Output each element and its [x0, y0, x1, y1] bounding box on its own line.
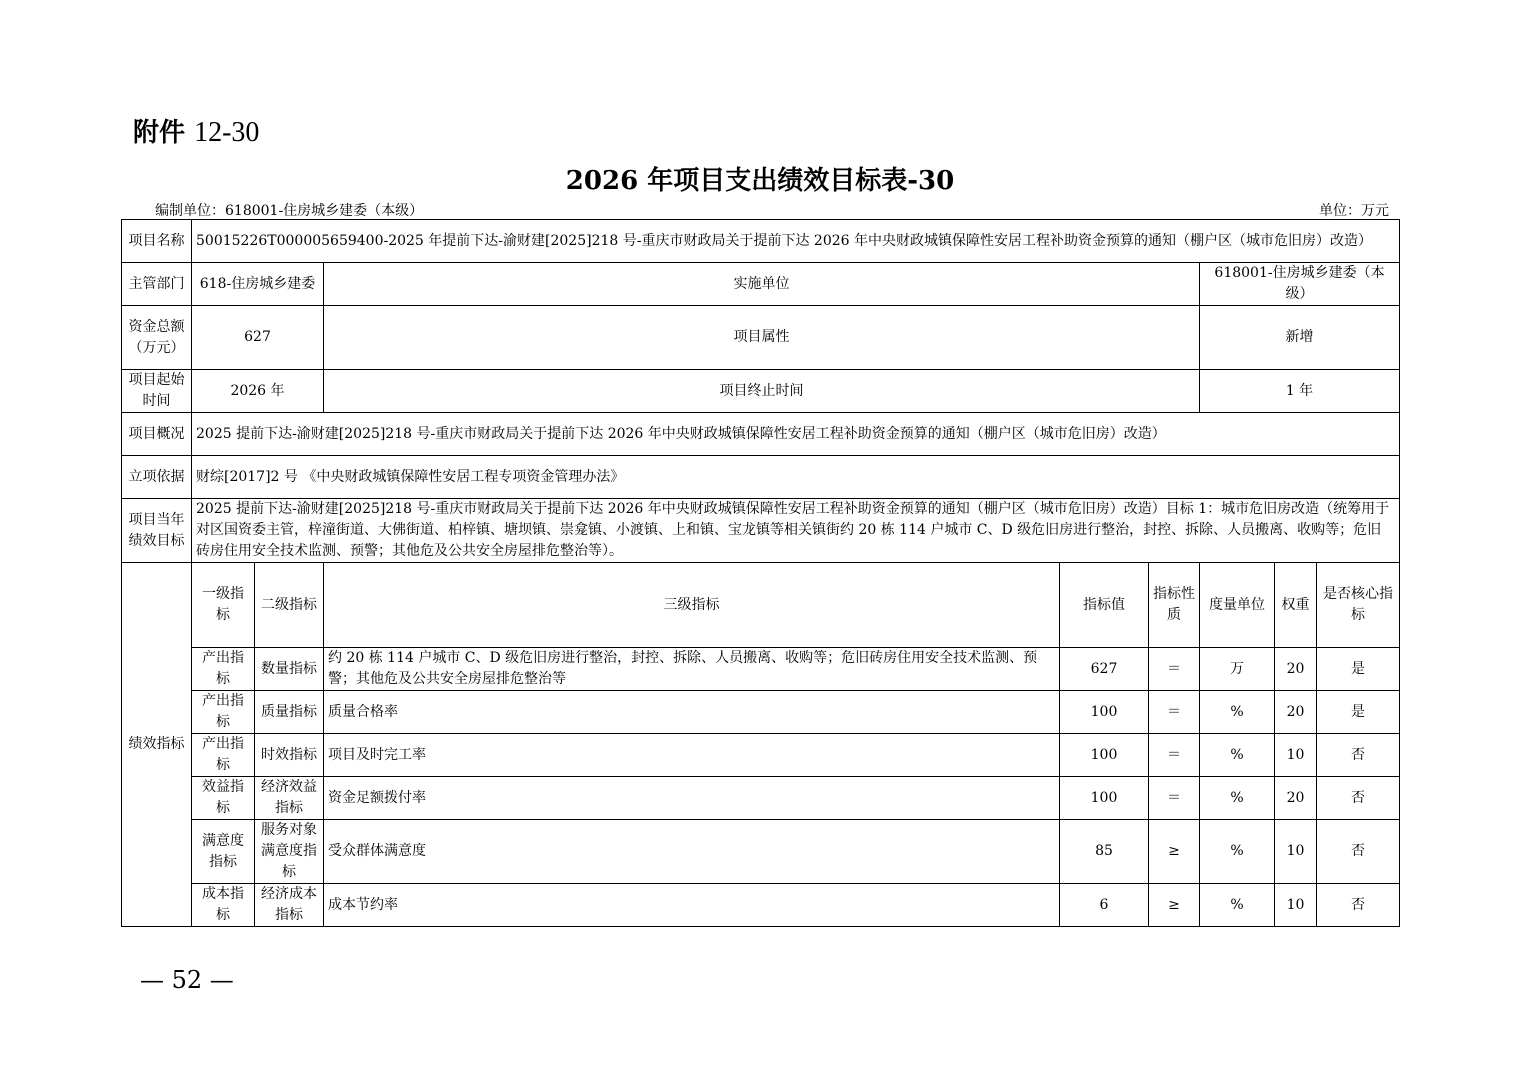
impl-unit-value: 618001-住房城乡建委（本级）: [1200, 263, 1400, 306]
header-value: 指标值: [1060, 563, 1149, 648]
header-weight: 权重: [1275, 563, 1317, 648]
overview-value: 2025 提前下达-渝财建[2025]218 号-重庆市财政局关于提前下达 2026 年中央财政城镇保障性安居工程补助资金预算的通知（棚户区（城市危旧房）改造）: [192, 413, 1400, 456]
indicator-row: [122, 884, 1400, 927]
indicator-core: 否: [1317, 820, 1400, 884]
indicator-nature: ＝: [1149, 691, 1200, 734]
indicator-level2: 服务对象满意度指标: [255, 820, 324, 884]
indicator-value: 6: [1060, 884, 1149, 927]
indicator-nature: ≥: [1149, 884, 1200, 927]
overview-label: 项目概况: [122, 413, 192, 456]
indicator-header-row: [122, 563, 1400, 648]
indicator-unit: %: [1200, 884, 1275, 927]
indicator-weight: 10: [1275, 820, 1317, 884]
indicator-core: 否: [1317, 734, 1400, 777]
indicator-row: [122, 734, 1400, 777]
indicator-unit: %: [1200, 777, 1275, 820]
supervisor-value: 618-住房城乡建委: [192, 263, 324, 306]
indicator-row: [122, 691, 1400, 734]
attr-value: 新增: [1200, 306, 1400, 370]
indicator-level3: 受众群体满意度: [324, 820, 1060, 884]
end-label: 项目终止时间: [324, 370, 1200, 413]
indicator-core: 否: [1317, 777, 1400, 820]
indicator-weight: 20: [1275, 648, 1317, 691]
indicator-nature: ＝: [1149, 734, 1200, 777]
indicator-value: 85: [1060, 820, 1149, 884]
indicator-weight: 10: [1275, 734, 1317, 777]
indicator-level3: 成本节约率: [324, 884, 1060, 927]
indicator-nature: ＝: [1149, 777, 1200, 820]
indicator-row: [122, 820, 1400, 884]
header-level2: 二级指标: [255, 563, 324, 648]
indicator-weight: 20: [1275, 777, 1317, 820]
indicator-row: [122, 777, 1400, 820]
indicator-level2: 时效指标: [255, 734, 324, 777]
indicator-level3: 资金足额拨付率: [324, 777, 1060, 820]
indicator-level1: 满意度指标: [192, 820, 255, 884]
indicator-core: 是: [1317, 691, 1400, 734]
indicator-weight: 20: [1275, 691, 1317, 734]
attachment-prefix: 附件: [133, 118, 186, 148]
indicator-level1: 产出指标: [192, 734, 255, 777]
indicator-level1: 成本指标: [192, 884, 255, 927]
header-core: 是否核心指标: [1317, 563, 1400, 648]
indicator-nature: ＝: [1149, 648, 1200, 691]
impl-unit-label: 实施单位: [324, 263, 1200, 306]
attr-label: 项目属性: [324, 306, 1200, 370]
row-fund: [122, 306, 1400, 370]
header-level3: 三级指标: [324, 563, 1060, 648]
indicator-level3: 项目及时完工率: [324, 734, 1060, 777]
indicator-unit: 万: [1200, 648, 1275, 691]
indicator-value: 627: [1060, 648, 1149, 691]
header-unit: 度量单位: [1200, 563, 1275, 648]
unit-note: 单位：万元: [1319, 203, 1389, 219]
fund-label: 资金总额（万元）: [122, 306, 192, 370]
indicator-level2: 经济效益指标: [255, 777, 324, 820]
indicator-level1: 产出指标: [192, 648, 255, 691]
indicator-level1: 产出指标: [192, 691, 255, 734]
page-title: 2026 年项目支出绩效目标表-30: [565, 166, 955, 196]
project-name-label: 项目名称: [122, 220, 192, 263]
supervisor-label: 主管部门: [122, 263, 192, 306]
page-number: — 52 —: [140, 966, 234, 994]
row-project-name: [122, 220, 1400, 263]
header-nature: 指标性质: [1149, 563, 1200, 648]
goal-value: 2025 提前下达-渝财建[2025]218 号-重庆市财政局关于提前下达 2026 年中央财政城镇保障性安居工程补助资金预算的通知（棚户区（城市危旧房）改造）目标 1：城市危旧房改造（统筹用于对区国资委主管，梓潼街道、大佛街道、柏梓镇、塘坝镇、崇龛镇、小渡镇、上和镇、宝龙镇等相关镇街约 20 栋 114 户城市 C、D 级危旧房进行整治，封控、拆除、人员搬离、收购等；危旧砖房住用安全技术监测、预警；其他危及公共安全房屋排危整治等）。: [192, 499, 1400, 563]
project-name-value: 50015226T000005659400-2025 年提前下达-渝财建[2025]218 号-重庆市财政局关于提前下达 2026 年中央财政城镇保障性安居工程补助资金预算的通知（棚户区（城市危旧房）改造）: [192, 220, 1400, 263]
indicator-level1: 效益指标: [192, 777, 255, 820]
attachment-number: 12-30: [194, 117, 260, 148]
row-overview: [122, 413, 1400, 456]
indicator-row: [122, 648, 1400, 691]
indicators-section-label: 绩效指标: [122, 563, 192, 927]
row-basis: [122, 456, 1400, 499]
fund-value: 627: [192, 306, 324, 370]
indicator-nature: ≥: [1149, 820, 1200, 884]
indicator-level2: 经济成本指标: [255, 884, 324, 927]
indicator-value: 100: [1060, 734, 1149, 777]
indicator-level2: 质量指标: [255, 691, 324, 734]
indicator-unit: %: [1200, 734, 1275, 777]
indicator-level2: 数量指标: [255, 648, 324, 691]
compiling-unit: 编制单位：618001-住房城乡建委（本级）: [155, 203, 424, 219]
performance-table: [121, 219, 1400, 927]
start-value: 2026 年: [192, 370, 324, 413]
start-label: 项目起始时间: [122, 370, 192, 413]
indicator-value: 100: [1060, 777, 1149, 820]
header-level1: 一级指标: [192, 563, 255, 648]
indicator-value: 100: [1060, 691, 1149, 734]
indicator-level3: 约 20 栋 114 户城市 C、D 级危旧房进行整治，封控、拆除、人员搬离、收购等；危旧砖房住用安全技术监测、预警；其他危及公共安全房屋排危整治等: [324, 648, 1060, 691]
goal-label: 项目当年绩效目标: [122, 499, 192, 563]
row-supervisor: [122, 263, 1400, 306]
row-goal: [122, 499, 1400, 563]
end-value: 1 年: [1200, 370, 1400, 413]
basis-value: 财综[2017]2 号 《中央财政城镇保障性安居工程专项资金管理办法》: [192, 456, 1400, 499]
row-start: [122, 370, 1400, 413]
indicator-core: 是: [1317, 648, 1400, 691]
indicator-core: 否: [1317, 884, 1400, 927]
indicator-weight: 10: [1275, 884, 1317, 927]
indicator-unit: %: [1200, 820, 1275, 884]
indicator-level3: 质量合格率: [324, 691, 1060, 734]
indicator-unit: %: [1200, 691, 1275, 734]
attachment-label: [133, 112, 259, 149]
basis-label: 立项依据: [122, 456, 192, 499]
